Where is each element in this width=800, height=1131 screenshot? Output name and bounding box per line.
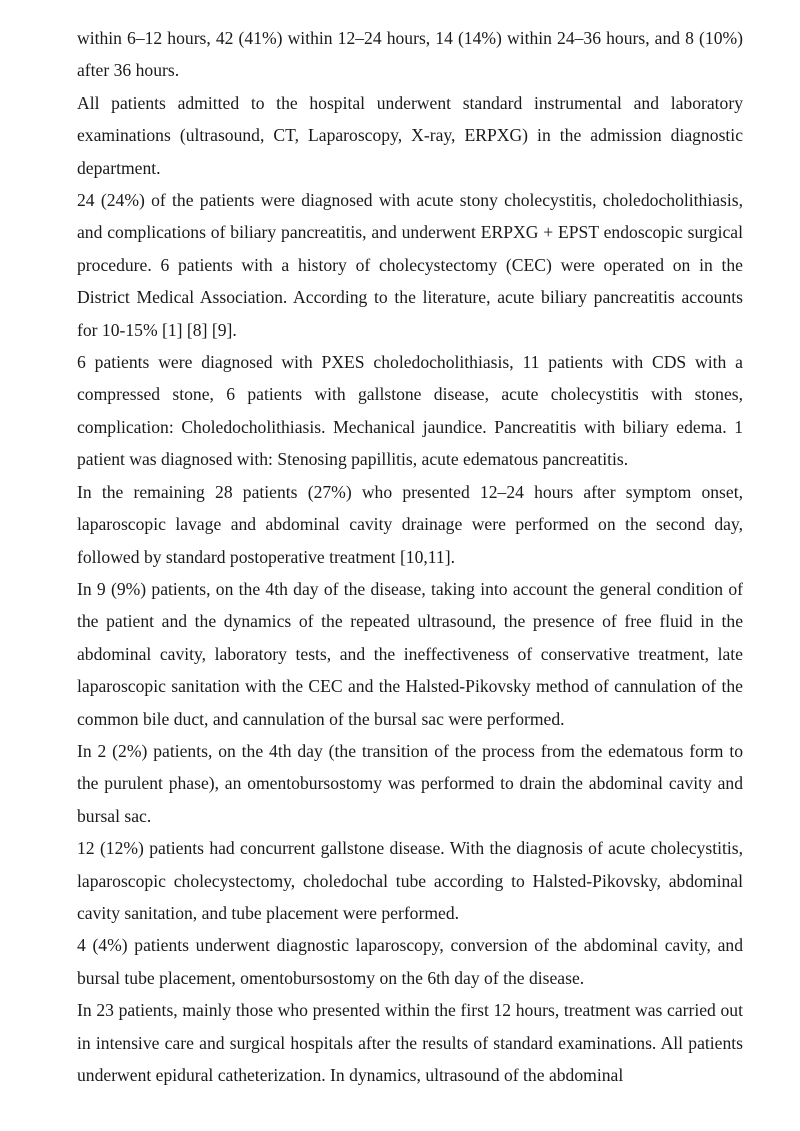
paragraph: In 23 patients, mainly those who presented within the first 12 hours, treatment was carried out in intensive care and surgical hospitals after the results of standard examinations. All patients underwent epidural catheterization. In dynamics, ultrasound of the abdominal xyxy=(77,1000,743,1085)
body-text xyxy=(77,22,743,1091)
paragraph: 12 (12%) patients had concurrent gallstone disease. With the diagnosis of acute cholecystitis, laparoscopic cholecystectomy, choledochal tube according to Halsted-Pikovsky, abdominal cavity sanitation, and tube placement were performed. xyxy=(77,838,743,923)
paragraph: 4 (4%) patients underwent diagnostic laparoscopy, conversion of the abdominal cavity, and bursal tube placement, omentobursostomy on the 6th day of the disease. xyxy=(77,935,743,988)
paragraph: In 9 (9%) patients, on the 4th day of the disease, taking into account the general condition of the patient and the dynamics of the repeated ultrasound, the presence of free fluid in the abdominal cavity, laboratory tests, and the ineffectiveness of conservative treatment, late laparoscopic sanitation with the CEC and the Halsted-Pikovsky method of cannulation of the common bile duct, and cannulation of the bursal sac were performed. xyxy=(77,578,743,729)
paragraph: 6 patients were diagnosed with PXES choledocholithiasis, 11 patients with CDS with a compressed stone, 6 patients with gallstone disease, acute cholecystitis with stones, complication: Choledocholithiasis. Mechanical jaundice. Pancreatitis with biliary edema. 1 patient was diagnosed with: Stenosing papillitis, acute edematous pancreatitis. xyxy=(77,352,743,470)
paragraph: All patients admitted to the hospital underwent standard instrumental and laboratory examinations (ultrasound, CT, Laparoscopy, X-ray, ERPXG) in the admission diagnostic department. xyxy=(77,92,743,178)
paragraph: 24 (24%) of the patients were diagnosed with acute stony cholecystitis, choledocholithiasis, and complications of biliary pancreatitis, and underwent ERPXG + EPST endoscopic surgical procedure. 6 patients with a history of cholecystectomy (CEC) were operated on in the District Medical Association. According to the literature, acute biliary pancreatitis accounts for 10-15% [1] [8] [9]. xyxy=(77,190,743,340)
paragraph: In the remaining 28 patients (27%) who presented 12–24 hours after symptom onset, laparoscopic lavage and abdominal cavity drainage were performed on the second day, followed by standard postoperative treatment [10,11]. xyxy=(77,481,743,567)
paragraph: within 6–12 hours, 42 (41%) within 12–24 hours, 14 (14%) within 24–36 hours, and 8 (10%) after 36 hours. xyxy=(77,28,743,81)
paragraph: In 2 (2%) patients, on the 4th day (the transition of the process from the edematous form to the purulent phase), an omentobursostomy was performed to drain the abdominal cavity and bursal sac. xyxy=(77,740,743,826)
